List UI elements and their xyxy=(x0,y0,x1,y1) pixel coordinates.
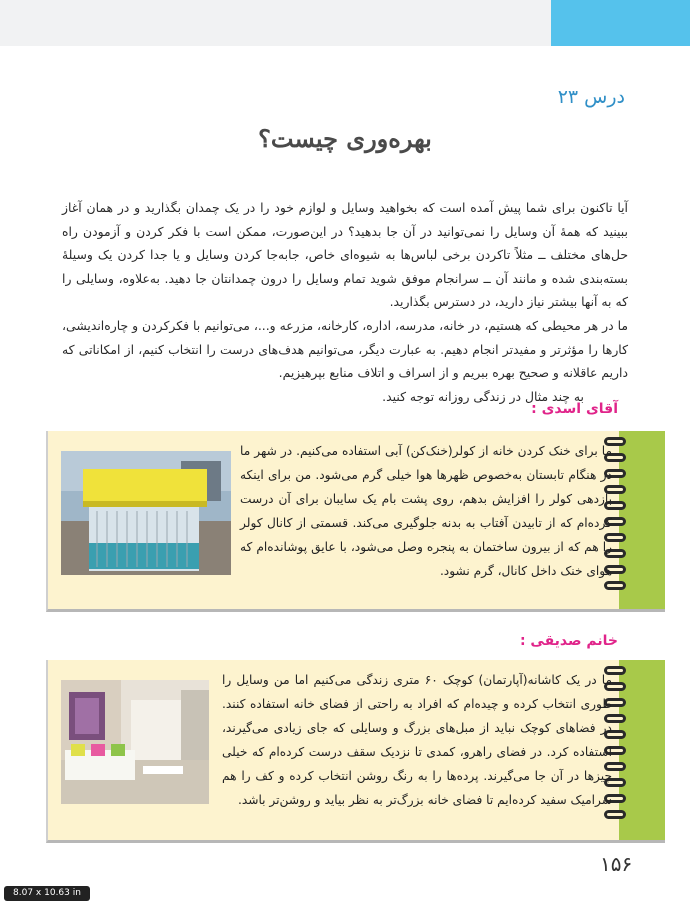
apartment-example-text: ما در یک کاشانه(آپارتمان) کوچک ۶۰ متری زندگی می‌کنیم اما من وسایل را طوری انتخاب کرده و چیده‌ام که افراد به راحتی از فضای خانه استفاده کنند. در فضاهای کوچک نباید از مبل‌های بزرگ و وسایلی که جای زیادی می‌گیرند، استفاده کرد. در فضای راهرو، کمدی تا نزدیک سقف درست کرده‌ام که خیلی چیزها در آن جا می‌گیرند. پرده‌ها را به رنگ روشن انتخاب کرده و کف را هم سرامیک سفید کرده‌ایم تا فضای خانه بزرگ‌تر به نظر بیاید و روشن‌تر باشد. xyxy=(222,673,612,807)
speaker-asadi: آقای اسدی : xyxy=(531,401,618,417)
page-size-label: 8.07 x 10.63 in xyxy=(4,886,90,901)
paragraph-2: ما در هر محیطی که هستیم، در خانه، مدرسه، اداره، کارخانه، مزرعه و...، می‌توانیم با فکرکردن و چاره‌اندیشی، کارها را مؤثرتر و مفیدتر انجام دهیم. به عبارت دیگر، می‌توانیم هدف‌های درست را انتخاب کنیم، از امکاناتی که داریم عاقلانه و صحیح بهره ببریم و از اسراف و اتلاف منابع بپرهیزیم. xyxy=(62,317,628,381)
speaker-sadighi: خانم صدیقی : xyxy=(519,633,618,649)
page-title: بهره‌وری چیست؟ xyxy=(258,124,432,153)
example-box-cooler xyxy=(46,431,665,612)
paragraph-1: آیا تاکنون برای شما پیش آمده است که بخواهید وسایل و لوازم خود را در یک چمدان بگذارید و در همان آغاز ببینید که همهٔ آن وسایل را نمی‌توانید در آن جا بدهید؟ در این‌صورت، ممکن است با فکر کردن و آزمودن راه حل‌های مختلف ــ مثلاً تاکردن برخی لباس‌ها به شیوه‌ای خاص، جابه‌جا کردن وسایل و یا جدا کردن یک وسیلهٔ بسته‌بندی شده و مانند آن ــ سرانجام موفق شوید تمام وسایل را درون چمدانتان جا دهید. به‌علاوه، وسایلی را که به آنها بیشتر نیاز دارید، در دسترس بگذارید. xyxy=(62,200,628,310)
apartment-photo xyxy=(61,680,209,804)
cooler-example-text: ما برای خنک کردن خانه از کولر(خنک‌کن) آبی استفاده می‌کنیم. در شهر ما در هنگام تابستان به‌خصوص ظهرها هوا خیلی گرم می‌شود. من برای اینکه بازدهی کولر را افزایش بدهم، روی پشت بام یک سایبان برای آن درست کرده‌ام که از تابیدن آفتاب به بدنه جلوگیری می‌کند. قسمتی از کانال کولر را هم که از بیرون ساختمان به پنجره وصل می‌شود، با عایق پوشانده‌ام که هوای خنک داخل کانال، گرم نشود. xyxy=(240,444,612,578)
top-corner-band xyxy=(551,0,690,46)
top-bar xyxy=(0,0,551,46)
page-number: ۱۵۶ xyxy=(600,852,633,876)
intro-text xyxy=(62,196,628,408)
example-box-apartment xyxy=(46,660,665,843)
cooler-photo xyxy=(61,451,231,575)
lesson-label: درس ۲۳ xyxy=(557,86,625,108)
paragraph-3: به چند مثال در زندگی روزانه توجه کنید. xyxy=(382,388,584,404)
